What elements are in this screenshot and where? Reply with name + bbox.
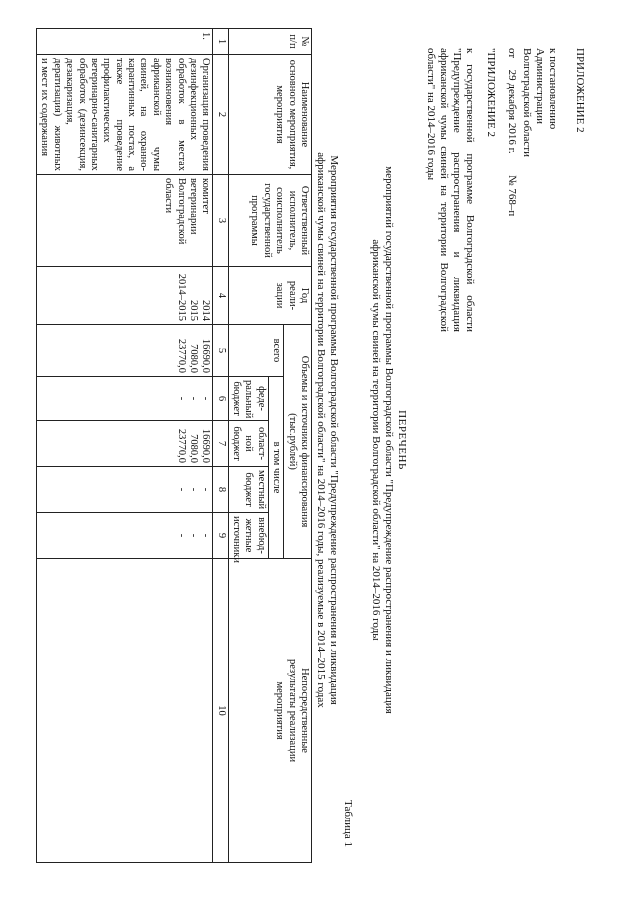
date-prefix: от (506, 48, 519, 59)
extra-value: - (188, 533, 199, 538)
resolution-line: Администрации (534, 48, 547, 125)
column-number: 7 (213, 421, 228, 467)
measure-years (37, 267, 213, 325)
header-text: бюджет (243, 472, 255, 507)
column-number-row (213, 29, 228, 863)
program-line: области" на 2014–2016 годы (425, 48, 438, 181)
measure-executor: комитет ветеринарии Волгоградской области (37, 175, 213, 267)
federal-value: - (188, 396, 199, 401)
header-text: Наименование (299, 81, 310, 148)
col-header-in-that: в том числе (268, 377, 283, 559)
federal-value: - (175, 396, 187, 401)
header-text: Год (299, 287, 310, 304)
title-line: мероприятий государственной программы Волгоградской области "Предупреждение распространения и ликвидация (383, 166, 396, 714)
col-header-results (228, 559, 311, 863)
header-text: бюджет (231, 426, 243, 461)
local-value: - (188, 487, 199, 492)
appendix-block (424, 48, 586, 332)
subtitle-block (314, 40, 340, 820)
regional-value: 23770,0 (175, 428, 187, 463)
column-number: 4 (213, 267, 228, 325)
column-number: 10 (213, 559, 228, 863)
resolution-line: Волгоградской области (521, 48, 534, 157)
header-text: программы (249, 195, 261, 246)
program-line: к государственной программе Волгоградской области (464, 48, 477, 332)
col-header-name (228, 55, 311, 175)
header-text: источники (231, 516, 243, 563)
header-text: исполнитель, (286, 190, 298, 251)
extra-values (37, 513, 213, 559)
header-text: феде- (255, 386, 267, 411)
header-text: област- (255, 427, 267, 460)
date-year: 2016 (506, 122, 519, 145)
table-label: Таблица 1 (342, 800, 354, 848)
col-header-year (228, 267, 311, 325)
date-day: 29 (506, 69, 519, 81)
col-header-total: всего (228, 325, 284, 377)
header-text: ральный (243, 380, 255, 419)
page-title: ПЕРЕЧЕНЬ (396, 410, 408, 470)
total-value: 16690,0 (200, 338, 212, 373)
column-number: 1 (213, 29, 228, 55)
column-number: 2 (213, 55, 228, 175)
column-number: 6 (213, 377, 228, 421)
header-text: ной (243, 435, 255, 452)
subtitle-line: Мероприятия государственной программы Волгоградской области "Предупреждение распространения и ликвидация (328, 155, 340, 705)
row-number: 1. (37, 29, 213, 55)
federal-value: - (200, 396, 212, 401)
header-text: государственной (261, 183, 273, 258)
measure-results (37, 559, 213, 863)
title-block (369, 60, 408, 820)
header-text: местный (255, 470, 267, 510)
appendix-title: ПРИЛОЖЕНИЕ 2 (574, 48, 586, 133)
subtitle-line: африканской чумы свиней на территории Волгоградской области" на 2014–2016 годы, реализуемые в 2014–2015 годах (315, 152, 328, 708)
column-number: 8 (213, 467, 228, 513)
local-value: - (175, 487, 187, 492)
header-text: основного мероприятия, (286, 59, 298, 170)
header-text: Непосредственные (299, 668, 310, 753)
column-number: 9 (213, 513, 228, 559)
program-reference (424, 48, 476, 332)
regional-value: 16690,0 (200, 428, 212, 463)
table-header-row (284, 29, 312, 863)
header-text: соисполнитель (274, 187, 286, 254)
measure-description: Организация проведения дезинфекционных обработок в местах возникновения африканской чумы свиней, на охранно-карантинных постах, а также проведение профилактических ветеринарно-санитарных обработок (дезинсекция, дезакаризация, дератизация) животных и мест их содержания (37, 55, 213, 175)
year-value: 2015 (188, 300, 199, 321)
col-header-regional (228, 421, 268, 467)
measures-table (36, 28, 312, 863)
extra-value: - (175, 533, 187, 538)
resolution-number: 768–п (506, 188, 519, 217)
year-value: 2014 (200, 300, 212, 321)
header-text: бюджет (231, 381, 243, 416)
total-value: 23770,0 (175, 338, 187, 373)
header-text: реали- (286, 280, 298, 311)
col-header-executor (228, 175, 311, 267)
header-text: жетные (243, 518, 255, 553)
date-month: декабря (506, 83, 519, 121)
header-text: мероприятия (274, 681, 286, 740)
appendix-quoted: "ПРИЛОЖЕНИЕ 2 (485, 48, 498, 138)
column-number: 3 (213, 175, 228, 267)
year-value: 2014–2015 (175, 273, 187, 321)
col-header-num (228, 29, 311, 55)
col-header-extra (228, 513, 268, 563)
header-text: зации (274, 282, 286, 309)
title-line: африканской чумы свиней на территории Волгоградской области" на 2014–2016 годы (370, 239, 383, 641)
local-value: - (200, 487, 212, 492)
date-year-suffix: г. (506, 147, 519, 154)
total-value: 7080,0 (188, 344, 199, 373)
header-text: внебюд- (255, 517, 267, 554)
number-sign: № (506, 175, 519, 186)
column-number: 5 (213, 325, 228, 377)
header-text: № (299, 36, 310, 47)
local-values (37, 467, 213, 513)
regional-value: 7080,0 (188, 434, 199, 463)
regional-values (37, 421, 213, 467)
header-text: п/п (286, 34, 298, 49)
resolution-date-line (505, 48, 518, 332)
federal-values (37, 377, 213, 421)
col-header-local (228, 467, 268, 513)
header-text: результаты реализации (286, 658, 298, 763)
col-header-funding: Объемы и источники финансирования (тыс.рублей) (284, 325, 312, 559)
total-values (37, 325, 213, 377)
header-text: мероприятия (274, 85, 286, 144)
program-line: "Предупреждение распространения и ликвидация (451, 48, 464, 332)
table-row (37, 29, 213, 863)
header-text: Ответственный (299, 185, 310, 256)
resolution-line: к постановлению (547, 48, 560, 130)
program-line: африканской чумы свиней на территории Волгоградской (438, 48, 451, 332)
extra-value: - (200, 533, 212, 538)
col-header-federal (228, 377, 268, 421)
